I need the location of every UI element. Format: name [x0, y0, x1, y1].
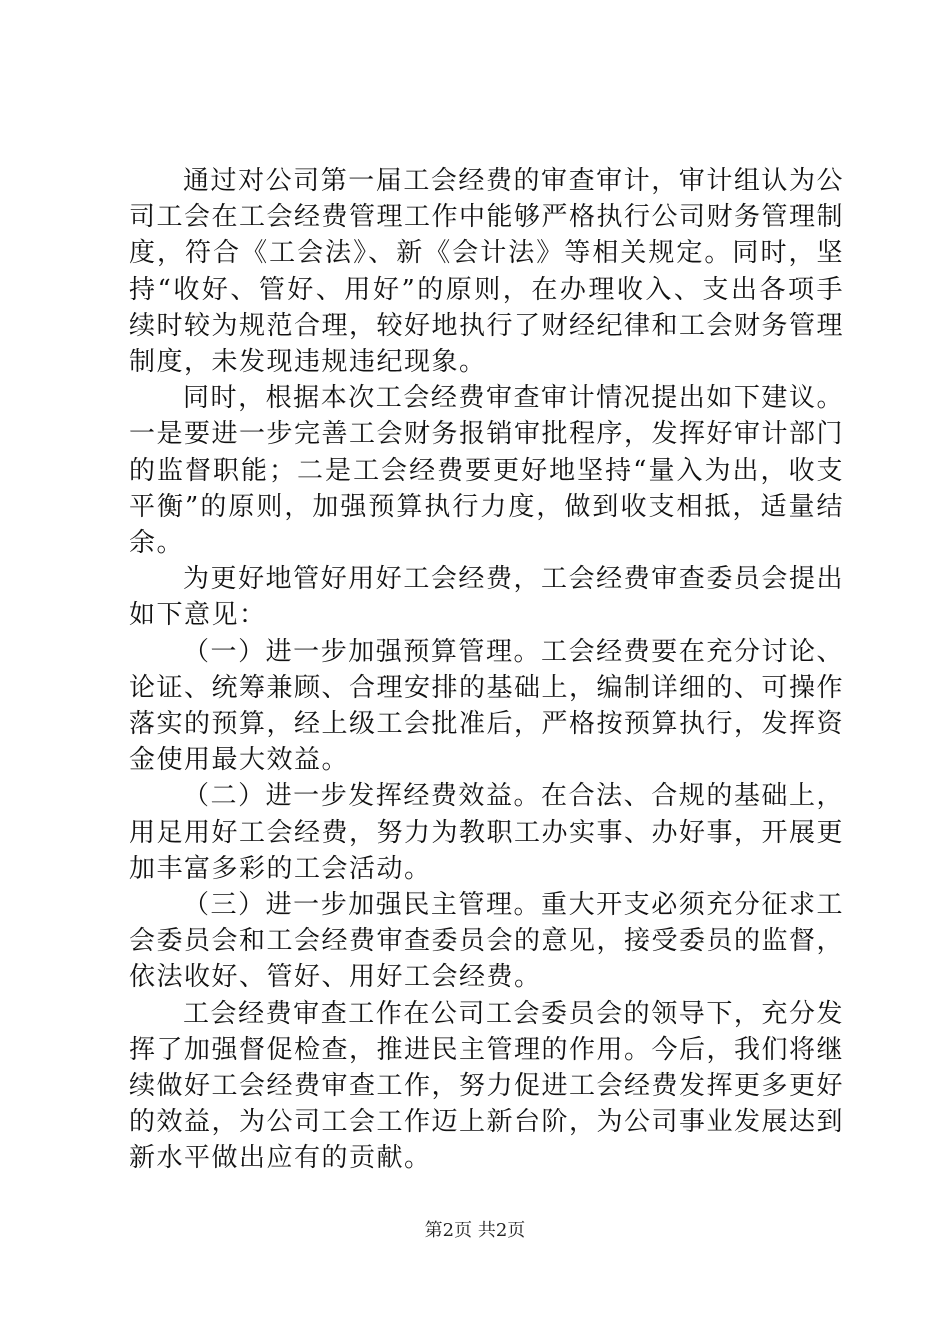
- paragraph-opinion-democracy: （三）进一步加强民主管理。重大开支必须充分征求工会委员会和工会经费审查委员会的意见，接受委员的监督，依法收好、管好、用好工会经费。: [129, 890, 845, 993]
- page-number-footer: 第2页 共2页: [424, 1220, 526, 1241]
- paragraph-closing: 工会经费审查工作在公司工会委员会的领导下，充分发挥了加强督促检查，推进民主管理的作用。今后，我们将继续做好工会经费审查工作，努力促进工会经费发挥更多更好的效益，为公司工会工作迈上新台阶，为公司事业发展达到新水平做出应有的贡献。: [129, 998, 845, 1174]
- paragraph-opinions-intro: 为更好地管好用好工会经费，工会经费审查委员会提出如下意见：: [129, 564, 844, 631]
- document-body: [129, 163, 844, 1177]
- paragraph-audit-conclusion: 通过对公司第一届工会经费的审查审计，审计组认为公司工会在工会经费管理工作中能够严格执行公司财务管理制度，符合《工会法》、新《会计法》等相关规定。同时，坚持“收好、管好、用好”的原则，在办理收入、支出各项手续时较为规范合理，较好地执行了财经纪律和工会财务管理制度，未发现违规违纪现象。: [129, 166, 845, 378]
- paragraph-opinion-budget: （一）进一步加强预算管理。工会经费要在充分讨论、论证、统筹兼顾、合理安排的基础上，编制详细的、可操作落实的预算，经上级工会批准后，严格按预算执行，发挥资金使用最大效益。: [129, 636, 845, 776]
- paragraph-opinion-efficiency: （二）进一步发挥经费效益。在合法、合规的基础上，用足用好工会经费，努力为教职工办实事、办好事，开展更加丰富多彩的工会活动。: [129, 781, 845, 884]
- paragraph-suggestions: 同时，根据本次工会经费审查审计情况提出如下建议。一是要进一步完善工会财务报销审批程序，发挥好审计部门的监督职能；二是工会经费要更好地坚持“量入为出，收支平衡”的原则，加强预算执行力度，做到收支相抵，适量结余。: [129, 383, 845, 559]
